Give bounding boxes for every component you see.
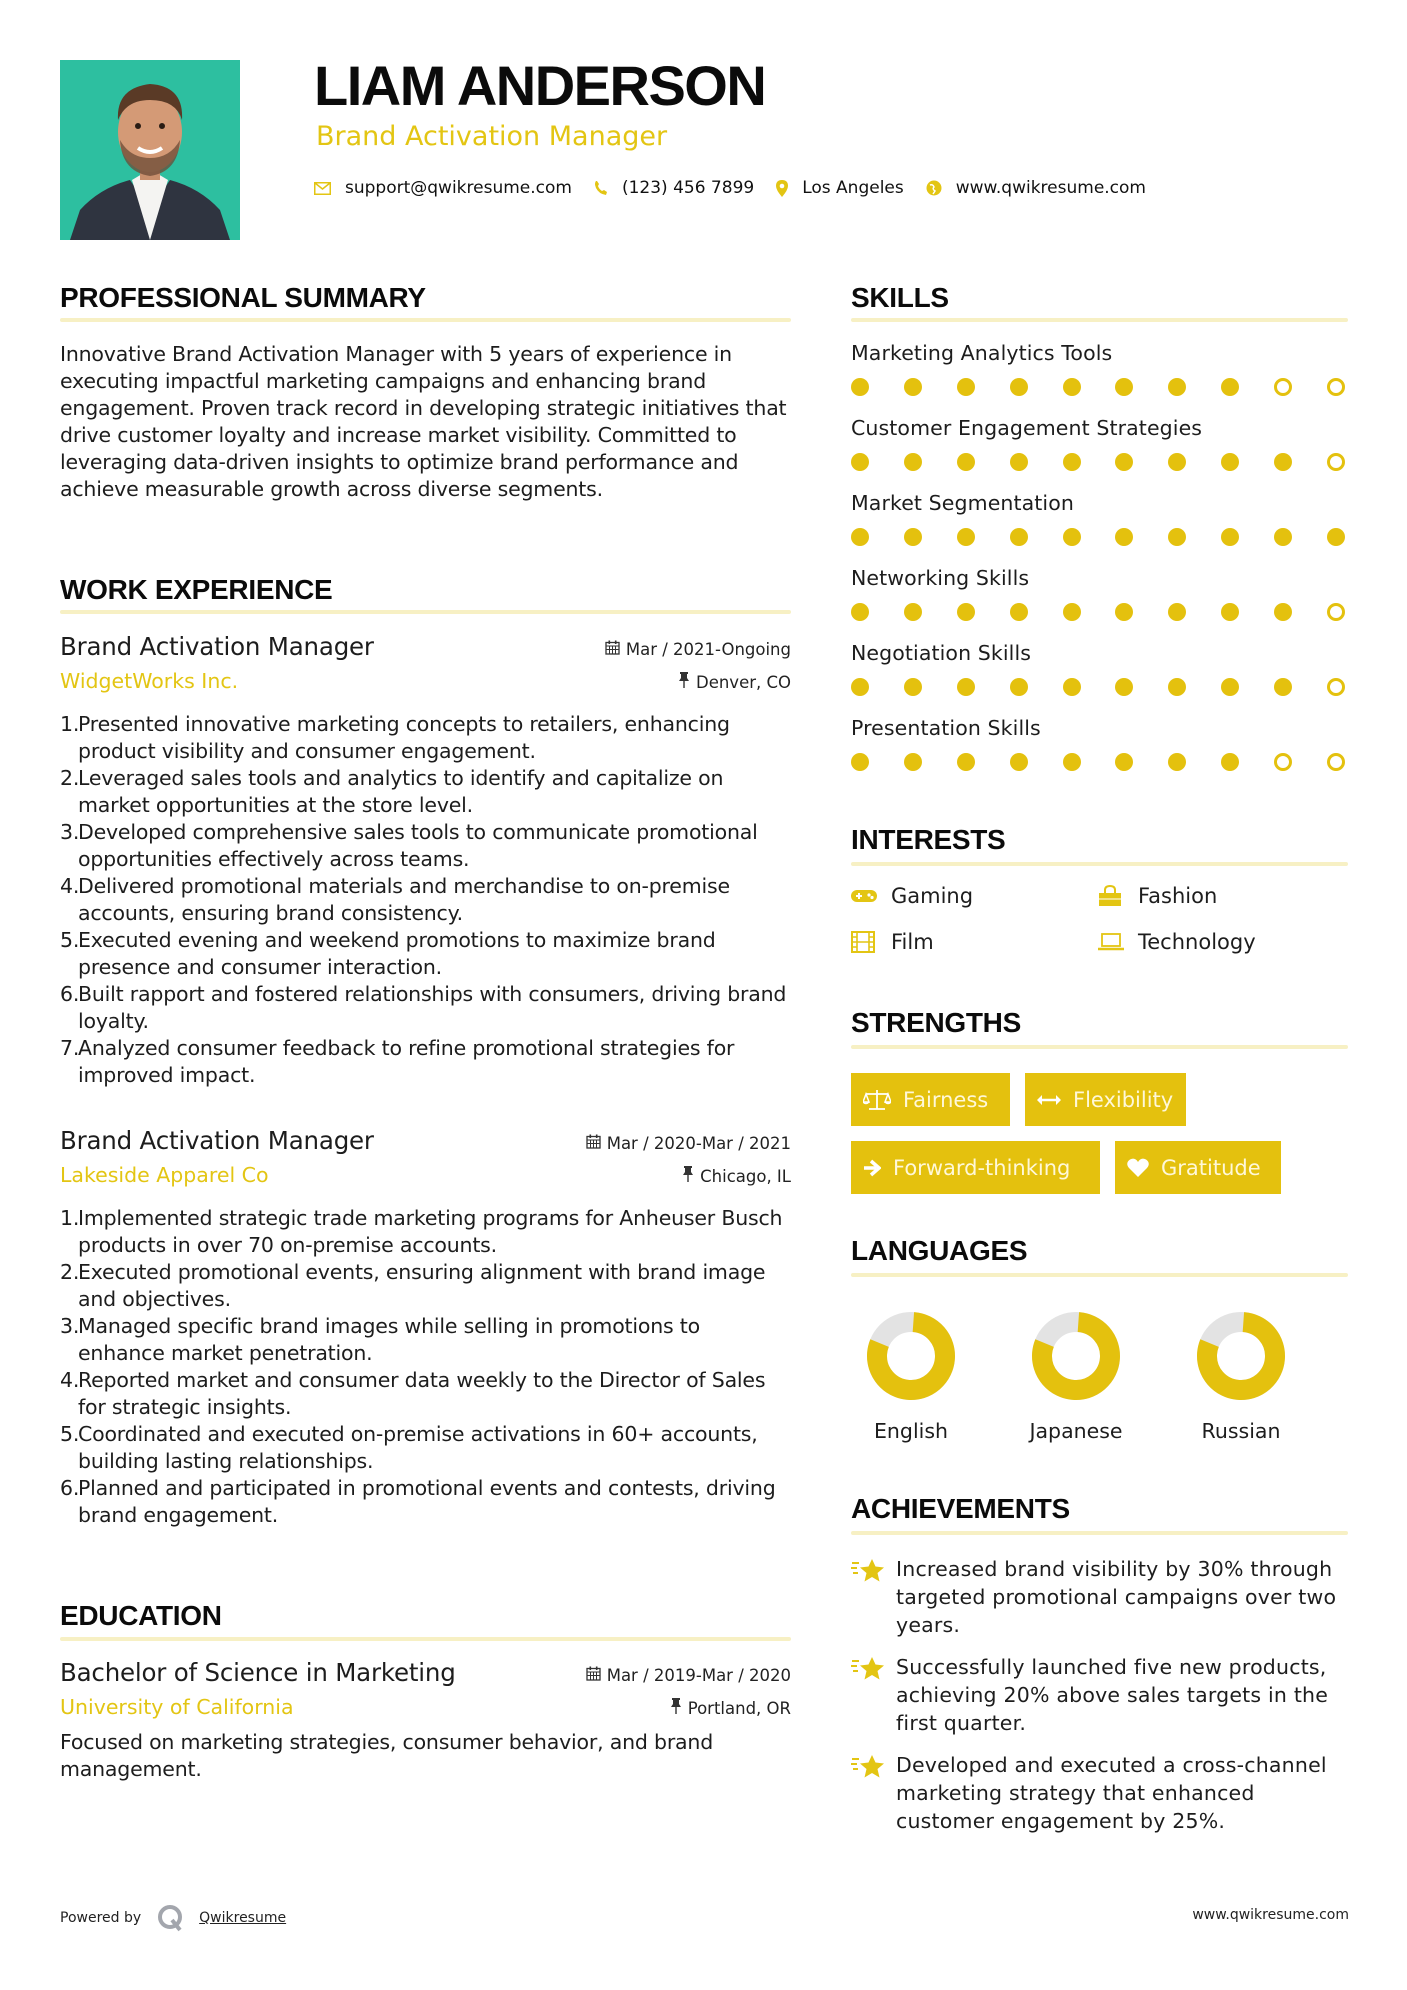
languages-divider [851, 1273, 1348, 1277]
rating-dot-filled [1168, 753, 1186, 771]
job-role: Brand Activation Manager [60, 1126, 374, 1155]
contact-email-text: support@qwikresume.com [345, 178, 572, 198]
qwikresume-link[interactable]: Qwikresume [199, 1910, 287, 1926]
summary-heading: PROFESSIONAL SUMMARY [60, 282, 426, 313]
bullet-item: 2. Leveraged sales tools and analytics to identify and capitalize on market opportunities at the store level. [60, 766, 724, 817]
balance-scale-icon [863, 1089, 891, 1111]
rating-dot-filled [904, 528, 922, 546]
rating-dot-filled [957, 603, 975, 621]
rating-dot-filled [1274, 678, 1292, 696]
contact-website-text: www.qwikresume.com [955, 178, 1146, 198]
rating-dot-filled [904, 753, 922, 771]
language-proficiency-donut [866, 1311, 956, 1401]
film-icon [851, 931, 881, 953]
education-location [670, 1698, 791, 1718]
rating-dot-filled [1063, 528, 1081, 546]
summary-text: Innovative Brand Activation Manager with 5 years of experience in executing impactful marketing campaigns and enhancing brand engagement. Proven track record in developing strategic initiatives that drive customer loyalty and increase market visibility. Committed to leveraging data-driven insights to optimize brand performance and achieve measurable growth across diverse segments. [60, 342, 787, 501]
skill-rating [851, 603, 1345, 621]
bullet-item: 4. Reported market and consumer data weekly to the Director of Sales for strategic insights. [60, 1368, 766, 1419]
profile-photo [60, 60, 240, 240]
rating-dot-filled [904, 378, 922, 396]
bullet-item: 1. Implemented strategic trade marketing programs for Anheuser Busch products in over 70 on-premise accounts. [60, 1206, 783, 1257]
rating-dot-filled [904, 678, 922, 696]
powered-by-label: Powered by [60, 1910, 142, 1926]
rating-dot-empty [1327, 453, 1345, 471]
rating-dot-filled [1115, 603, 1133, 621]
contact-location-text: Los Angeles [802, 178, 904, 198]
skill-name: Marketing Analytics Tools [851, 341, 1113, 365]
shopping-bag-icon [1098, 885, 1128, 907]
bullet-item: 1. Presented innovative marketing concepts to retailers, enhancing product visibility and consumer engagement. [60, 712, 730, 763]
rating-dot-filled [1063, 453, 1081, 471]
rating-dot-filled [1115, 378, 1133, 396]
bullet-item: 3. Developed comprehensive sales tools to communicate promotional opportunities effectively across teams. [60, 820, 758, 871]
rating-dot-filled [1010, 753, 1028, 771]
job-location-text: Denver, CO [695, 672, 791, 692]
skills-list [851, 341, 1348, 791]
rating-dot-filled [851, 678, 869, 696]
rating-dot-filled [957, 528, 975, 546]
skill-item [851, 566, 1348, 641]
strength-chip-fairness [851, 1073, 1010, 1126]
rating-dot-filled [1010, 528, 1028, 546]
rating-dot-filled [1063, 603, 1081, 621]
rating-dot-filled [957, 453, 975, 471]
rating-dot-filled [957, 753, 975, 771]
pushpin-icon [682, 1166, 694, 1186]
job-location-text: Chicago, IL [700, 1166, 791, 1186]
rating-dot-filled [1221, 603, 1239, 621]
phone-icon [594, 180, 608, 196]
summary-divider [60, 318, 791, 322]
strength-label: Gratitude [1161, 1155, 1261, 1180]
envelope-icon [314, 182, 331, 195]
skill-rating [851, 528, 1345, 546]
rating-dot-empty [1274, 378, 1292, 396]
rating-dot-filled [1010, 378, 1028, 396]
rating-dot-filled [904, 603, 922, 621]
rating-dot-filled [1168, 603, 1186, 621]
strength-chip-gratitude [1115, 1141, 1281, 1194]
achievement-item [851, 1653, 1348, 1737]
strength-label: Forward-thinking [893, 1155, 1071, 1180]
skill-item [851, 491, 1348, 566]
laptop-icon [1098, 933, 1128, 951]
pushpin-icon [678, 672, 690, 692]
language-item [1021, 1311, 1131, 1443]
skill-name: Customer Engagement Strategies [851, 416, 1203, 440]
interest-gaming [851, 884, 973, 908]
achievements-divider [851, 1531, 1348, 1535]
rating-dot-filled [1274, 528, 1292, 546]
strength-chip-forward-thinking [851, 1141, 1100, 1194]
skill-item [851, 416, 1348, 491]
arrow-right-icon [863, 1159, 881, 1177]
interest-label: Gaming [891, 884, 974, 908]
school-name: University of California [60, 1695, 294, 1719]
interests-divider [851, 862, 1348, 866]
company-name: WidgetWorks Inc. [60, 669, 239, 693]
achievement-item [851, 1751, 1348, 1835]
interest-fashion [1098, 884, 1217, 908]
rating-dot-filled [1221, 453, 1239, 471]
job-entry [60, 1126, 791, 1529]
strengths-divider [851, 1045, 1348, 1049]
footer-powered-by [60, 1904, 286, 1932]
languages-heading: LANGUAGES [851, 1235, 1028, 1266]
candidate-name: LIAM ANDERSON [314, 54, 766, 117]
rating-dot-filled [1115, 453, 1133, 471]
education-entry [60, 1658, 791, 1783]
skill-item [851, 716, 1348, 791]
shooting-star-icon [851, 1751, 896, 1835]
job-dates-text: Mar / 2020-Mar / 2021 [606, 1134, 791, 1153]
language-label: Russian [1201, 1419, 1281, 1443]
language-item [856, 1311, 966, 1443]
company-name: Lakeside Apparel Co [60, 1163, 269, 1187]
contact-website[interactable] [926, 178, 1146, 198]
gamepad-icon [851, 889, 881, 903]
job-location [678, 672, 791, 692]
job-entry [60, 632, 791, 1089]
globe-icon [926, 180, 942, 196]
rating-dot-empty [1327, 378, 1345, 396]
qwikresume-logo-icon [157, 1904, 185, 1932]
footer-url[interactable]: www.qwikresume.com [1192, 1907, 1349, 1923]
bullet-item: 3. Managed specific brand images while selling in promotions to enhance market penetration. [60, 1314, 700, 1365]
rating-dot-filled [1063, 378, 1081, 396]
rating-dot-filled [1221, 678, 1239, 696]
rating-dot-filled [1063, 753, 1081, 771]
job-bullets [60, 711, 791, 1089]
language-label: Japanese [1029, 1419, 1123, 1443]
achievement-text: Increased brand visibility by 30% through targeted promotional campaigns over two years. [896, 1557, 1337, 1637]
skill-rating [851, 678, 1345, 696]
interest-technology [1098, 930, 1256, 954]
education-heading: EDUCATION [60, 1600, 222, 1631]
interest-film [851, 930, 934, 954]
bullet-item: 6. Planned and participated in promotional events and contests, driving brand engagement. [60, 1476, 776, 1527]
bullet-item: 2. Executed promotional events, ensuring alignment with brand image and objectives. [60, 1260, 766, 1311]
skill-name: Market Segmentation [851, 491, 1074, 515]
rating-dot-filled [904, 453, 922, 471]
achievement-text: Developed and executed a cross-channel marketing strategy that enhanced customer engagement by 25%. [896, 1753, 1327, 1833]
job-dates [586, 1134, 791, 1153]
skills-divider [851, 318, 1348, 322]
skill-name: Negotiation Skills [851, 641, 1032, 665]
rating-dot-filled [1221, 753, 1239, 771]
contact-email[interactable] [314, 178, 572, 198]
language-label: English [873, 1419, 949, 1443]
rating-dot-filled [1115, 528, 1133, 546]
rating-dot-filled [1168, 678, 1186, 696]
job-dates [605, 640, 791, 659]
achievement-item [851, 1555, 1348, 1639]
skill-rating [851, 453, 1345, 471]
rating-dot-filled [1010, 453, 1028, 471]
shooting-star-icon [851, 1653, 896, 1737]
heart-icon [1127, 1158, 1149, 1178]
rating-dot-filled [851, 753, 869, 771]
interest-label: Film [891, 930, 934, 954]
rating-dot-empty [1327, 678, 1345, 696]
skills-heading: SKILLS [851, 282, 949, 313]
achievements-heading: ACHIEVEMENTS [851, 1493, 1070, 1524]
strength-label: Flexibility [1073, 1087, 1174, 1112]
education-location-text: Portland, OR [687, 1698, 791, 1718]
rating-dot-filled [1115, 753, 1133, 771]
strength-label: Fairness [903, 1087, 989, 1112]
rating-dot-filled [1274, 453, 1292, 471]
interest-label: Fashion [1138, 884, 1218, 908]
rating-dot-filled [1221, 378, 1239, 396]
rating-dot-filled [1168, 378, 1186, 396]
skill-rating [851, 378, 1345, 396]
rating-dot-filled [851, 378, 869, 396]
rating-dot-filled [1168, 528, 1186, 546]
experience-heading: WORK EXPERIENCE [60, 574, 333, 605]
bullet-item: 4. Delivered promotional materials and merchandise to on-premise accounts, ensuring brand consistency. [60, 874, 730, 925]
calendar-icon [586, 1134, 601, 1153]
job-bullets [60, 1205, 791, 1529]
rating-dot-filled [1168, 453, 1186, 471]
candidate-title: Brand Activation Manager [316, 121, 668, 152]
calendar-icon [605, 640, 620, 659]
interests-heading: INTERESTS [851, 824, 1006, 855]
bullet-item: 5. Executed evening and weekend promotions to maximize brand presence and consumer interaction. [60, 928, 716, 979]
shooting-star-icon [851, 1555, 896, 1639]
language-proficiency-donut [1196, 1311, 1286, 1401]
strength-chip-flexibility [1025, 1073, 1186, 1126]
contact-bar [314, 178, 1168, 198]
contact-phone[interactable] [594, 178, 754, 198]
rating-dot-empty [1327, 603, 1345, 621]
achievements-list [851, 1555, 1348, 1835]
skill-rating [851, 753, 1345, 771]
strengths-heading: STRENGTHS [851, 1007, 1021, 1038]
rating-dot-filled [1063, 678, 1081, 696]
interest-label: Technology [1138, 930, 1256, 954]
rating-dot-filled [851, 453, 869, 471]
rating-dot-filled [957, 678, 975, 696]
achievement-text: Successfully launched five new products, achieving 20% above sales targets in the first quarter. [896, 1655, 1329, 1735]
rating-dot-empty [1274, 753, 1292, 771]
rating-dot-filled [851, 528, 869, 546]
skill-name: Presentation Skills [851, 716, 1041, 740]
education-dates [586, 1666, 791, 1685]
calendar-icon [586, 1666, 601, 1685]
skill-item [851, 641, 1348, 716]
education-description: Focused on marketing strategies, consumer behavior, and brand management. [60, 1730, 714, 1781]
rating-dot-filled [1221, 528, 1239, 546]
language-item [1186, 1311, 1296, 1443]
degree-name: Bachelor of Science in Marketing [60, 1658, 456, 1687]
education-dates-text: Mar / 2019-Mar / 2020 [606, 1666, 791, 1685]
skill-name: Networking Skills [851, 566, 1030, 590]
education-divider [60, 1637, 791, 1641]
pushpin-icon [670, 1698, 682, 1718]
bullet-item: 6. Built rapport and fostered relationships with consumers, driving brand loyalty. [60, 982, 787, 1033]
job-role: Brand Activation Manager [60, 632, 374, 661]
arrows-horizontal-icon [1037, 1094, 1061, 1106]
experience-divider [60, 610, 791, 614]
rating-dot-filled [851, 603, 869, 621]
person-portrait-icon [60, 60, 240, 240]
rating-dot-filled [1010, 603, 1028, 621]
rating-dot-filled [1274, 603, 1292, 621]
bullet-item: 7. Analyzed consumer feedback to refine promotional strategies for improved impact. [60, 1036, 735, 1087]
skill-item [851, 341, 1348, 416]
rating-dot-filled [1115, 678, 1133, 696]
map-pin-icon [776, 180, 788, 197]
language-proficiency-donut [1031, 1311, 1121, 1401]
job-dates-text: Mar / 2021-Ongoing [625, 640, 791, 659]
rating-dot-filled [957, 378, 975, 396]
bullet-item: 5. Coordinated and executed on-premise activations in 60+ accounts, building lasting relationships. [60, 1422, 758, 1473]
contact-phone-text: (123) 456 7899 [621, 178, 755, 198]
rating-dot-filled [1327, 528, 1345, 546]
contact-location [776, 178, 904, 198]
job-location [682, 1166, 791, 1186]
rating-dot-filled [1010, 678, 1028, 696]
rating-dot-empty [1327, 753, 1345, 771]
